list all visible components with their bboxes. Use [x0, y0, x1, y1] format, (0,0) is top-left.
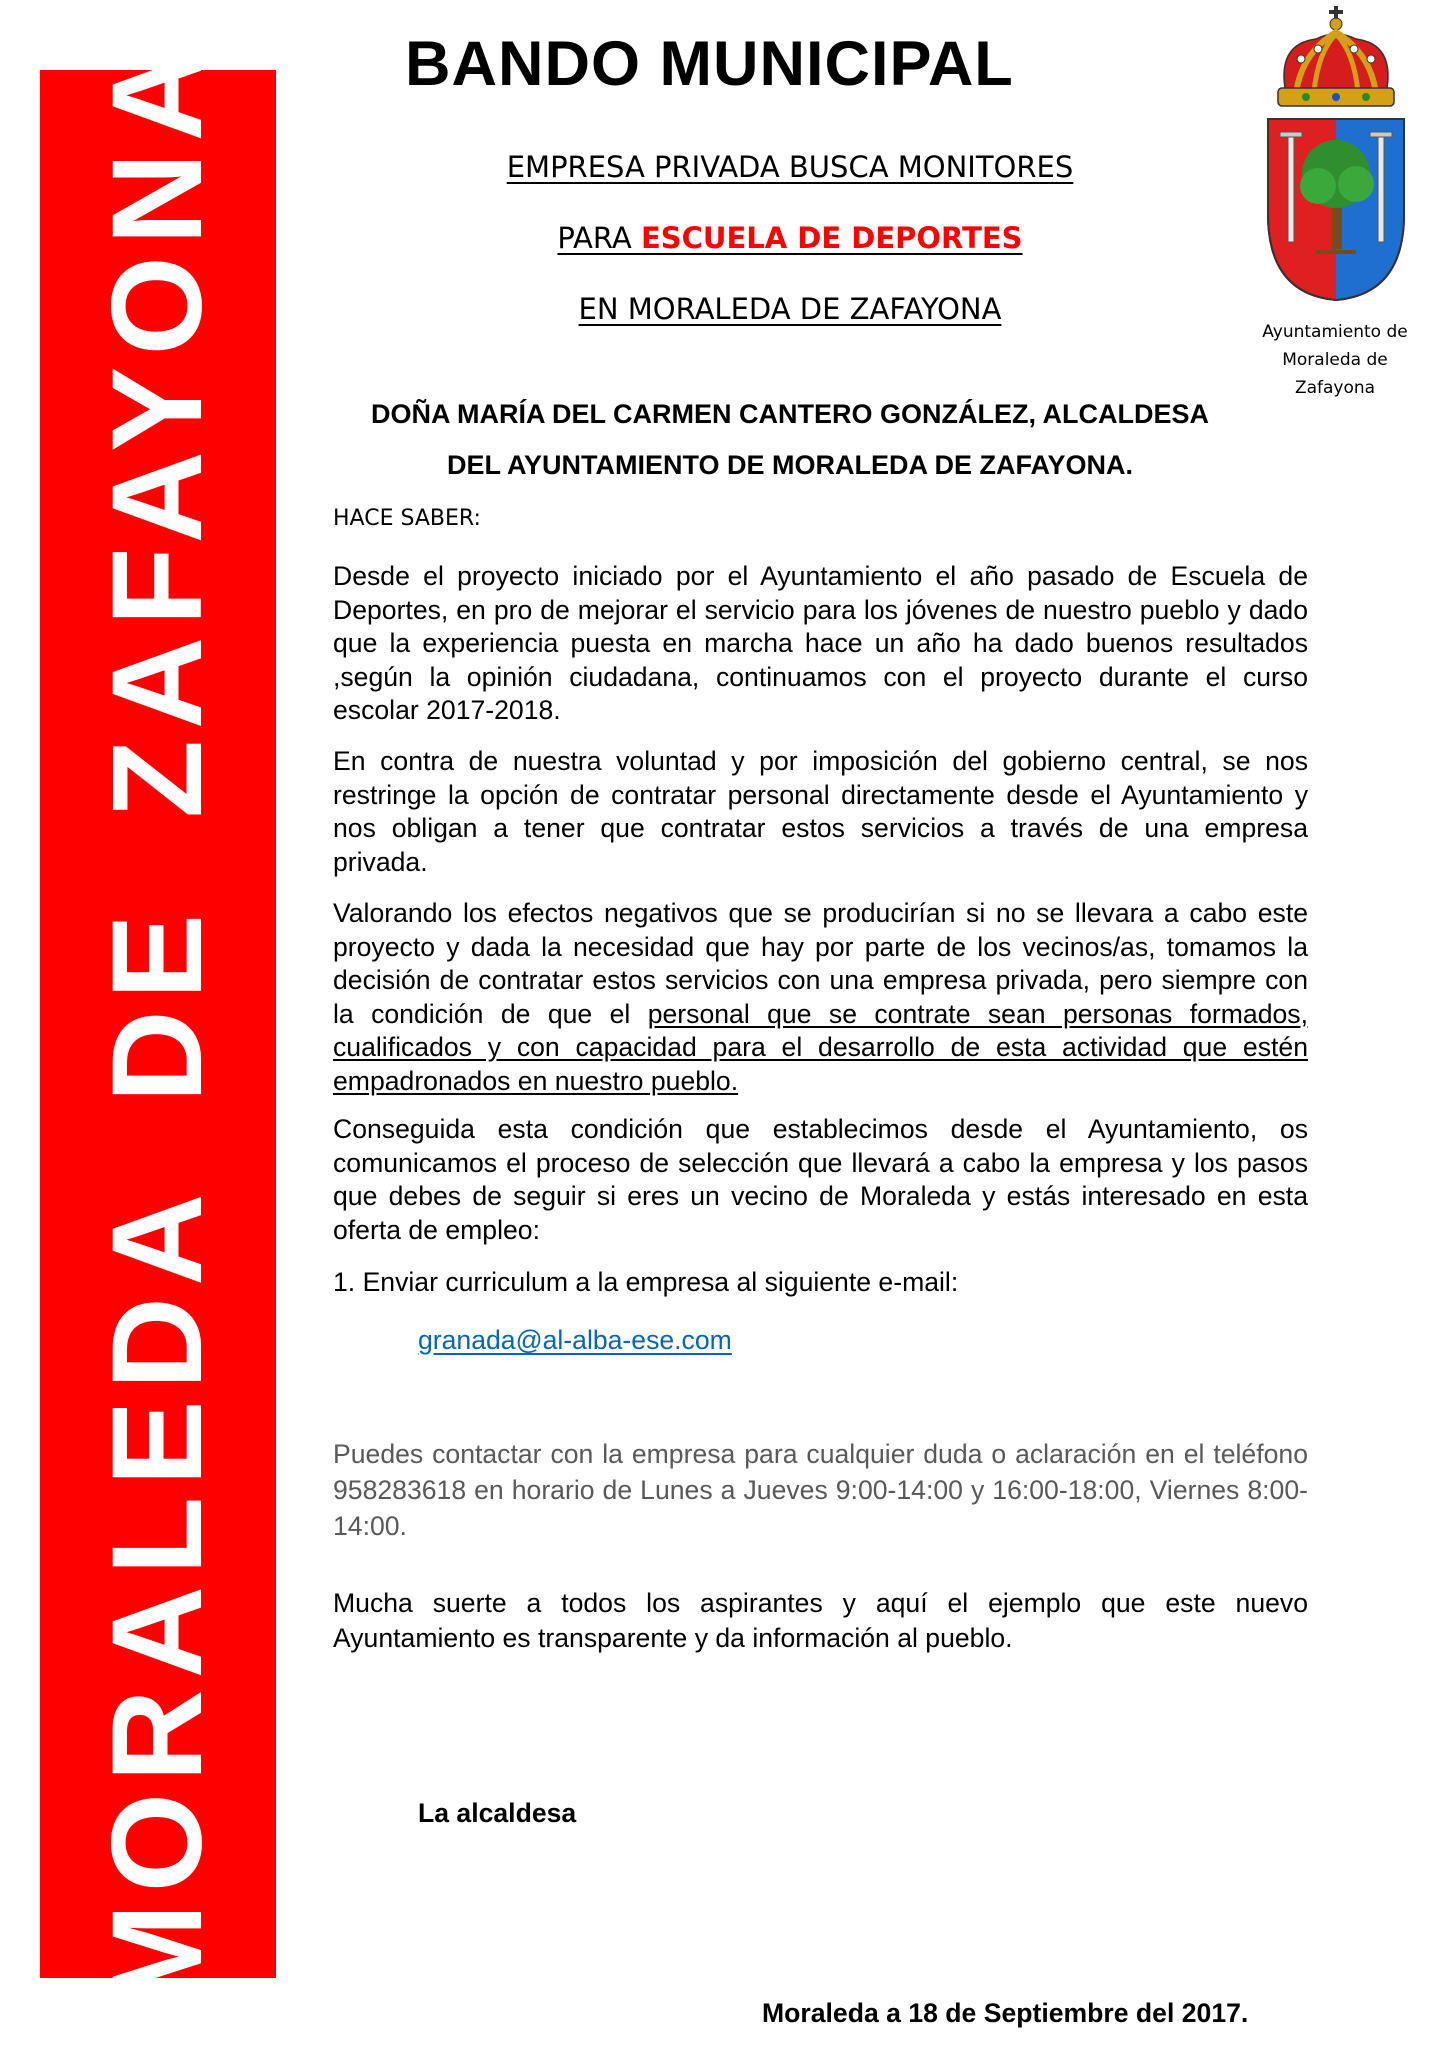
banner-text: MORALEDA DE ZAFAYONA [86, 38, 229, 2010]
closing-paragraph: Mucha suerte a todos los aspirantes y aquí el ejemplo que este nuevo Ayuntamiento es transparente y da información al pueblo. [333, 1588, 1308, 1653]
side-banner [40, 38, 276, 2010]
paragraph-3-underlined: personal que se contrate sean personas formados, cualificados y con capacidad para el desarrollo de esta actividad que estén empadronados en nuestro pueblo. [333, 998, 1308, 1096]
paragraph-3 [333, 897, 1308, 1098]
declaration-line-2: DEL AYUNTAMIENTO DE MORALEDA DE ZAFAYONA. [446, 450, 1134, 480]
step-1: 1. Enviar curriculum a la empresa al siguiente e-mail: [333, 1267, 959, 1297]
contact-paragraph: Puedes contactar con la empresa para cualquier duda o aclaración en el teléfono 958283618 en horario de Lunes a Jueves 9:00-14:00 y 16:00-18:00, Viernes 8:00-14:00. [333, 1439, 1308, 1541]
paragraph-3-text: Valorando los efectos negativos que se producirían si no se llevara a cabo este proyecto y dada la necesidad que hay por parte de los vecinos/as, tomamos la decisión de contratar estos servicios con una empresa privada, pero siempre con la condición de que el [333, 898, 1308, 1029]
headline-prefix: PARA [557, 221, 641, 255]
signature: La alcaldesa [418, 1798, 577, 1828]
paragraph-2: En contra de nuestra voluntad y por imposición del gobierno central, se nos restringe la opción de contratar personal directamente desde el Ayuntamiento y nos obligan a tener que contratar estos servicios a través de una empresa privada. [333, 746, 1308, 877]
headline-line-2 [330, 221, 1250, 255]
coat-of-arms-icon [1256, 4, 1416, 304]
email-link[interactable]: granada@al-alba-ese.com [418, 1325, 732, 1355]
headline-line-1: EMPRESA PRIVADA BUSCA MONITORES [506, 150, 1074, 184]
hace-saber-label: HACE SABER: [333, 506, 481, 531]
page-title: BANDO MUNICIPAL [405, 29, 1014, 99]
crest-caption [1240, 318, 1430, 402]
paragraph-1: Desde el proyecto iniciado por el Ayuntamiento el año pasado de Escuela de Deportes, en pro de mejorar el servicio para los jóvenes de nuestro pueblo y dado que la experiencia puesta en marcha hace un año ha dado buenos resultados ,según la opinión ciudadana, continuamos con el proyecto durante el curso escolar 2017-2018. [333, 561, 1308, 725]
headline-line-3: EN MORALEDA DE ZAFAYONA [578, 292, 1002, 326]
date-line: Moraleda a 18 de Septiembre del 2017. [762, 1998, 1249, 2028]
crown-icon [1278, 6, 1394, 106]
paragraph-4: Conseguida esta condición que establecimos desde el Ayuntamiento, os comunicamos el proceso de selección que llevará a cabo la empresa y los pasos que debes de seguir si eres un vecino de Moraleda y estás interesado en esta oferta de empleo: [333, 1114, 1308, 1245]
declaration-line-1: DOÑA MARÍA DEL CARMEN CANTERO GONZÁLEZ, ALCALDESA [371, 399, 1209, 429]
crest-caption-line-1: Ayuntamiento de [1262, 322, 1408, 342]
headline-highlight: ESCUELA DE DEPORTES [640, 221, 1023, 255]
crest-caption-line-2: Moraleda de Zafayona [1282, 350, 1388, 398]
